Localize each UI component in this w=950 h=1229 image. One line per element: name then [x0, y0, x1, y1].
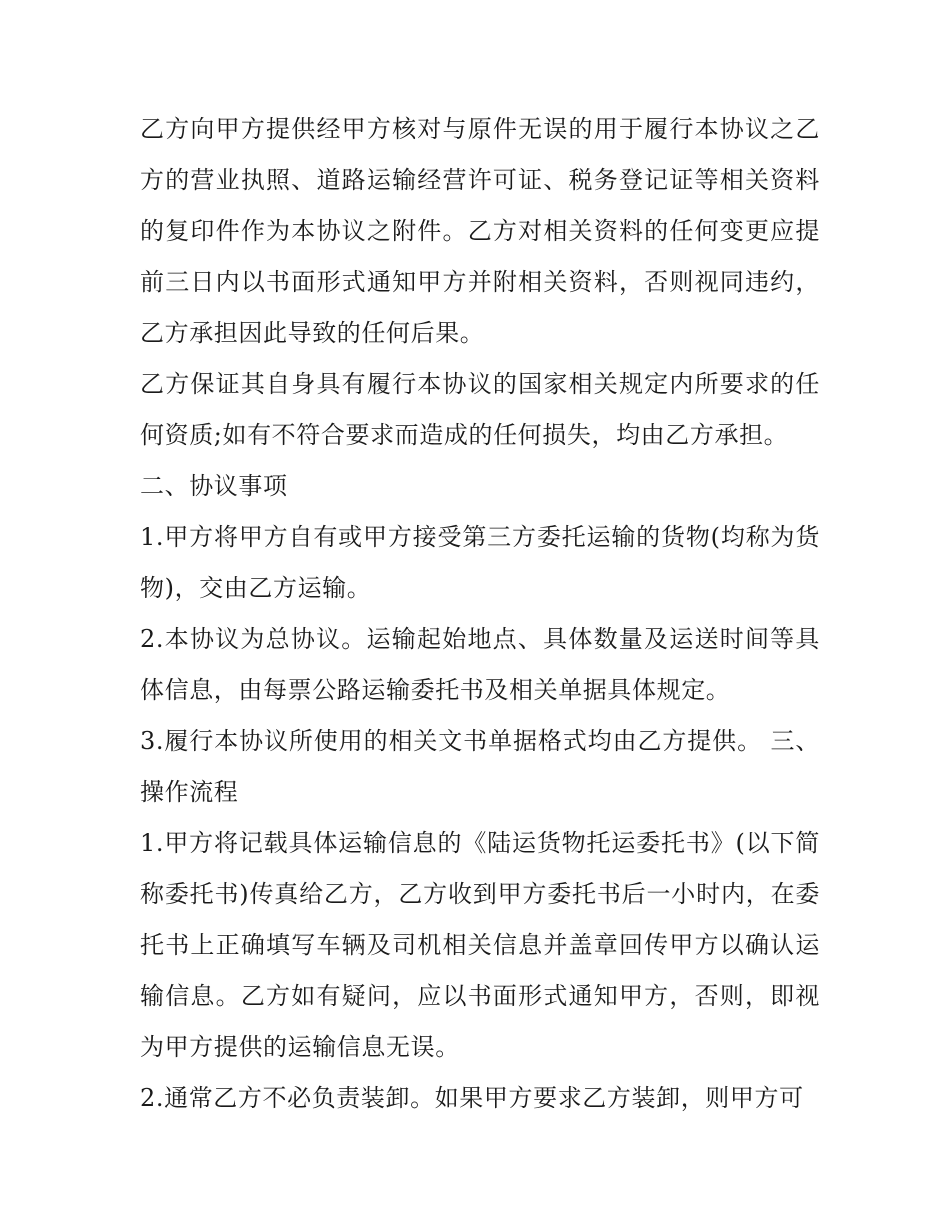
paragraph-party-b-qualification: 乙方保证其自身具有履行本协议的国家相关规定内所要求的任何资质;如有不符合要求而造成的任何损失，均由乙方承担。: [140, 370, 820, 449]
paragraph-process-item-2: 2.通常乙方不必负责装卸。如果甲方要求乙方装卸，则甲方可: [140, 1084, 804, 1112]
paragraph-item-2-general-agreement: 2.本协议为总协议。运输起始地点、具体数量及运送时间等具体信息，由每票公路运输委托书及相关单据具体规定。: [140, 625, 820, 704]
paragraph-item-3-documents-format: 3.履行本协议所使用的相关文书单据格式均由乙方提供。 三、操作流程: [140, 727, 820, 806]
section-heading-agreement-matters: 二、协议事项: [140, 472, 288, 500]
paragraph-party-b-documents: 乙方向甲方提供经甲方核对与原件无误的用于履行本协议之乙方的营业执照、道路运输经营许可证、税务登记证等相关资料的复印件作为本协议之附件。乙方对相关资料的任何变更应提前三日内以书面形式通知甲方并附相关资料，否则视同违约，乙方承担因此导致的任何后果。: [140, 115, 820, 347]
document-body: [140, 104, 820, 1124]
paragraph-item-1-cargo: 1.甲方将甲方自有或甲方接受第三方委托运输的货物(均称为货物)，交由乙方运输。: [140, 523, 820, 602]
paragraph-process-item-1: 1.甲方将记载具体运输信息的《陆运货物托运委托书》(以下简称委托书)传真给乙方，乙方收到甲方委托书后一小时内，在委托书上正确填写车辆及司机相关信息并盖章回传甲方以确认运输信息。乙方如有疑问，应以书面形式通知甲方，否则，即视为甲方提供的运输信息无误。: [140, 829, 820, 1061]
